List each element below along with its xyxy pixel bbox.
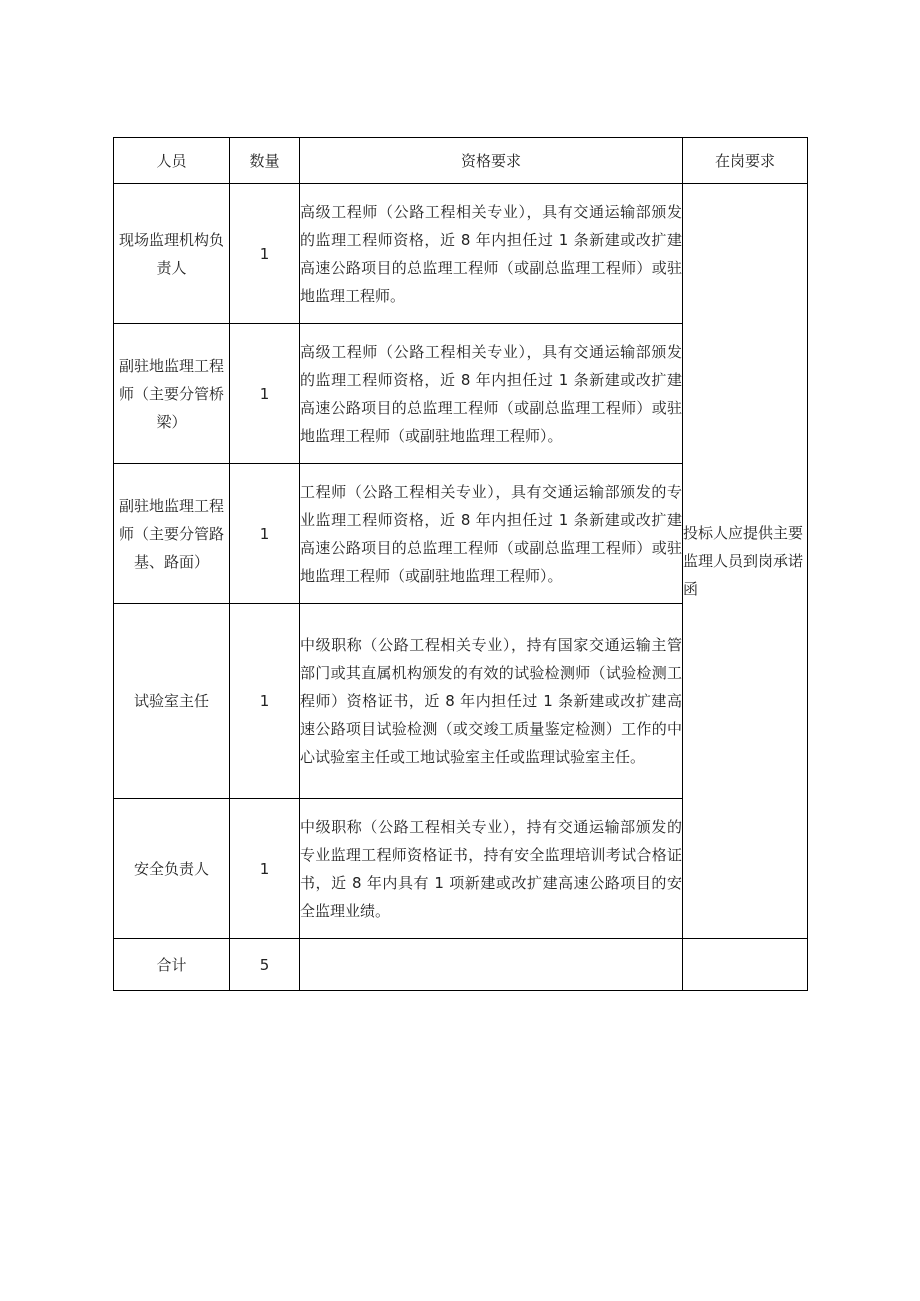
- person-cell: 副驻地监理工程师（主要分管桥梁）: [114, 324, 230, 464]
- total-label-cell: 合计: [114, 939, 230, 991]
- quantity-cell: 1: [230, 464, 300, 604]
- total-qualification-cell: [300, 939, 683, 991]
- quantity-cell: 1: [230, 604, 300, 799]
- table-row: [114, 184, 808, 324]
- quantity-cell: 1: [230, 799, 300, 939]
- person-cell: 安全负责人: [114, 799, 230, 939]
- total-on-duty-cell: [683, 939, 808, 991]
- qualification-cell: 中级职称（公路工程相关专业），持有交通运输部颁发的专业监理工程师资格证书，持有安全监理培训考试合格证书，近 8 年内具有 1 项新建或改扩建高速公路项目的安全监理业绩。: [300, 799, 683, 939]
- header-person: 人员: [114, 138, 230, 184]
- total-row: [114, 939, 808, 991]
- qualification-cell: 高级工程师（公路工程相关专业），具有交通运输部颁发的监理工程师资格，近 8 年内担任过 1 条新建或改扩建高速公路项目的总监理工程师（或副总监理工程师）或驻地监理工程师。: [300, 184, 683, 324]
- person-cell: 现场监理机构负责人: [114, 184, 230, 324]
- header-on-duty: 在岗要求: [683, 138, 808, 184]
- header-qualification: 资格要求: [300, 138, 683, 184]
- qualification-cell: 工程师（公路工程相关专业），具有交通运输部颁发的专业监理工程师资格，近 8 年内担任过 1 条新建或改扩建高速公路项目的总监理工程师（或副总监理工程师）或驻地监理工程师（或副驻地监理工程师）。: [300, 464, 683, 604]
- header-quantity: 数量: [230, 138, 300, 184]
- person-cell: 试验室主任: [114, 604, 230, 799]
- qualification-cell: 高级工程师（公路工程相关专业），具有交通运输部颁发的监理工程师资格，近 8 年内担任过 1 条新建或改扩建高速公路项目的总监理工程师（或副总监理工程师）或驻地监理工程师（或副驻地监理工程师）。: [300, 324, 683, 464]
- on-duty-requirement-cell: 投标人应提供主要监理人员到岗承诺函: [683, 184, 808, 939]
- quantity-cell: 1: [230, 324, 300, 464]
- person-cell: 副驻地监理工程师（主要分管路基、路面）: [114, 464, 230, 604]
- personnel-requirements-table: [113, 137, 808, 991]
- qualification-cell: 中级职称（公路工程相关专业），持有国家交通运输主管部门或其直属机构颁发的有效的试验检测师（试验检测工程师）资格证书，近 8 年内担任过 1 条新建或改扩建高速公路项目试验检测（或交竣工质量鉴定检测）工作的中心试验室主任或工地试验室主任或监理试验室主任。: [300, 604, 683, 799]
- total-quantity-cell: 5: [230, 939, 300, 991]
- quantity-cell: 1: [230, 184, 300, 324]
- table-header-row: [114, 138, 808, 184]
